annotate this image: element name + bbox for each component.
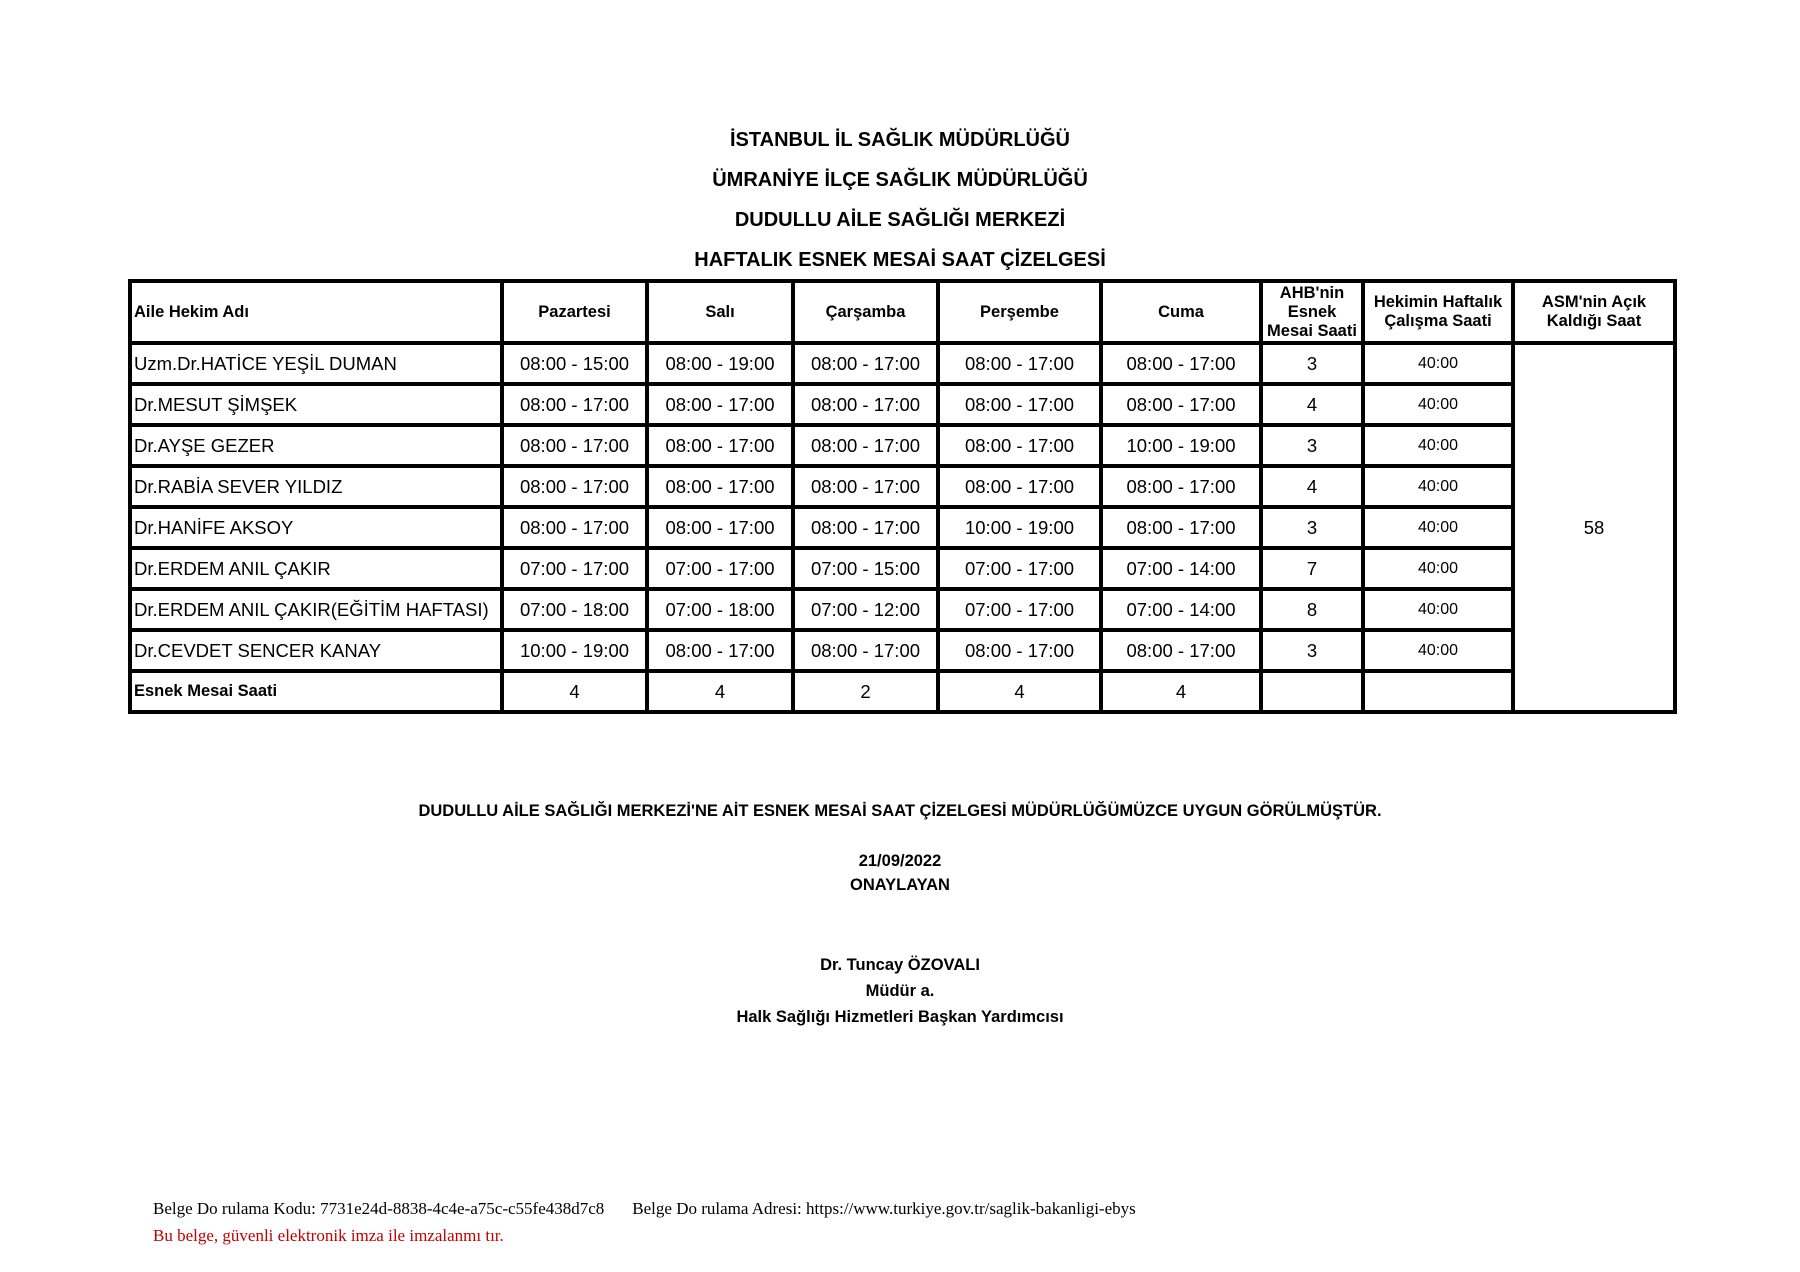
- monday-hours: 08:00 - 17:00: [502, 466, 647, 507]
- physician-name: Dr.AYŞE GEZER: [130, 425, 502, 466]
- table-row: [130, 507, 1675, 548]
- physician-name: Dr.ERDEM ANIL ÇAKIR(EĞİTİM HAFTASI): [130, 589, 502, 630]
- thursday-hours: 08:00 - 17:00: [938, 343, 1101, 384]
- monday-flex-total: 4: [502, 671, 647, 712]
- table-row: [130, 548, 1675, 589]
- thursday-hours: 08:00 - 17:00: [938, 384, 1101, 425]
- thursday-hours: 07:00 - 17:00: [938, 548, 1101, 589]
- col-header-weekly-hours: Hekimin Haftalık Çalışma Saati: [1363, 281, 1513, 343]
- wednesday-hours: 08:00 - 17:00: [793, 507, 938, 548]
- thursday-flex-total: 4: [938, 671, 1101, 712]
- thursday-hours: 08:00 - 17:00: [938, 630, 1101, 671]
- table-row: [130, 425, 1675, 466]
- table-row: [130, 343, 1675, 384]
- col-header-thursday: Perşembe: [938, 281, 1101, 343]
- physician-name: Dr.CEVDET SENCER KANAY: [130, 630, 502, 671]
- asm-open-hours: 58: [1513, 343, 1675, 712]
- thursday-hours: 07:00 - 17:00: [938, 589, 1101, 630]
- approval-statement: DUDULLU AİLE SAĞLIĞI MERKEZİ'NE AİT ESNEK MESAİ SAAT ÇİZELGESİ MÜDÜRLÜĞÜMÜZCE UYGUN GÖRÜLMÜŞTÜR.: [418, 802, 1382, 820]
- empty-cell: [1363, 671, 1513, 712]
- col-header-tuesday: Salı: [647, 281, 793, 343]
- tuesday-hours: 08:00 - 17:00: [647, 425, 793, 466]
- esign-note: Bu belge, güvenli elektronik imza ile imzalanmı tır.: [153, 1226, 504, 1245]
- flex-hours: 3: [1261, 507, 1363, 548]
- document-title: HAFTALIK ESNEK MESAİ SAAT ÇİZELGESİ: [694, 249, 1106, 271]
- weekly-hours: 40:00: [1363, 589, 1513, 630]
- signer-name: Dr. Tuncay ÖZOVALI: [820, 956, 980, 974]
- friday-hours: 08:00 - 17:00: [1101, 343, 1261, 384]
- col-header-physician: Aile Hekim Adı: [130, 281, 502, 343]
- monday-hours: 10:00 - 19:00: [502, 630, 647, 671]
- monday-hours: 08:00 - 17:00: [502, 507, 647, 548]
- tuesday-flex-total: 4: [647, 671, 793, 712]
- verification-code: Belge Do rulama Kodu: 7731e24d-8838-4c4e-a75c-c55fe438d7c8: [153, 1199, 605, 1218]
- table-summary-row: [130, 671, 1675, 712]
- flex-hours: 3: [1261, 425, 1363, 466]
- tuesday-hours: 08:00 - 17:00: [647, 384, 793, 425]
- table-row: [130, 466, 1675, 507]
- col-header-flex-hours: AHB'nin Esnek Mesai Saati: [1261, 281, 1363, 343]
- wednesday-hours: 08:00 - 17:00: [793, 343, 938, 384]
- wednesday-hours: 08:00 - 17:00: [793, 630, 938, 671]
- signer-position: Halk Sağlığı Hizmetleri Başkan Yardımcısı: [736, 1008, 1064, 1026]
- flex-hours: 4: [1261, 384, 1363, 425]
- approval-date: 21/09/2022: [858, 852, 942, 870]
- empty-cell: [1261, 671, 1363, 712]
- wednesday-hours: 08:00 - 17:00: [793, 425, 938, 466]
- weekly-hours: 40:00: [1363, 343, 1513, 384]
- col-header-friday: Cuma: [1101, 281, 1261, 343]
- thursday-hours: 08:00 - 17:00: [938, 425, 1101, 466]
- tuesday-hours: 08:00 - 17:00: [647, 507, 793, 548]
- schedule-table: [128, 279, 1677, 714]
- flex-hours: 3: [1261, 630, 1363, 671]
- weekly-hours: 40:00: [1363, 466, 1513, 507]
- monday-hours: 08:00 - 17:00: [502, 384, 647, 425]
- friday-hours: 10:00 - 19:00: [1101, 425, 1261, 466]
- col-header-monday: Pazartesi: [502, 281, 647, 343]
- tuesday-hours: 08:00 - 17:00: [647, 630, 793, 671]
- thursday-hours: 08:00 - 17:00: [938, 466, 1101, 507]
- tuesday-hours: 07:00 - 17:00: [647, 548, 793, 589]
- friday-hours: 08:00 - 17:00: [1101, 630, 1261, 671]
- thursday-hours: 10:00 - 19:00: [938, 507, 1101, 548]
- approved-by-label: ONAYLAYAN: [850, 876, 950, 894]
- physician-name: Dr.HANİFE AKSOY: [130, 507, 502, 548]
- weekly-hours: 40:00: [1363, 630, 1513, 671]
- monday-hours: 07:00 - 18:00: [502, 589, 647, 630]
- friday-hours: 08:00 - 17:00: [1101, 384, 1261, 425]
- wednesday-hours: 08:00 - 17:00: [793, 466, 938, 507]
- verification-line: [153, 1199, 1136, 1219]
- tuesday-hours: 08:00 - 17:00: [647, 466, 793, 507]
- wednesday-flex-total: 2: [793, 671, 938, 712]
- signer-title: Müdür a.: [865, 982, 935, 1000]
- friday-hours: 08:00 - 17:00: [1101, 507, 1261, 548]
- monday-hours: 08:00 - 15:00: [502, 343, 647, 384]
- physician-name: Dr.RABİA SEVER YILDIZ: [130, 466, 502, 507]
- friday-hours: 07:00 - 14:00: [1101, 589, 1261, 630]
- header-district-directorate: ÜMRANİYE İLÇE SAĞLIK MÜDÜRLÜĞÜ: [712, 169, 1088, 191]
- col-header-wednesday: Çarşamba: [793, 281, 938, 343]
- verification-address[interactable]: Belge Do rulama Adresi: https://www.turkiye.gov.tr/saglik-bakanligi-ebys: [632, 1199, 1136, 1218]
- col-header-asm-open-hours: ASM'nin Açık Kaldığı Saat: [1513, 281, 1675, 343]
- flex-hours-total-label: Esnek Mesai Saati: [130, 671, 502, 712]
- table-header-row: [130, 281, 1675, 343]
- monday-hours: 08:00 - 17:00: [502, 425, 647, 466]
- header-health-center: DUDULLU AİLE SAĞLIĞI MERKEZİ: [734, 209, 1066, 231]
- wednesday-hours: 07:00 - 15:00: [793, 548, 938, 589]
- tuesday-hours: 07:00 - 18:00: [647, 589, 793, 630]
- weekly-hours: 40:00: [1363, 507, 1513, 548]
- wednesday-hours: 07:00 - 12:00: [793, 589, 938, 630]
- weekly-hours: 40:00: [1363, 425, 1513, 466]
- flex-hours: 7: [1261, 548, 1363, 589]
- friday-flex-total: 4: [1101, 671, 1261, 712]
- wednesday-hours: 08:00 - 17:00: [793, 384, 938, 425]
- friday-hours: 07:00 - 14:00: [1101, 548, 1261, 589]
- monday-hours: 07:00 - 17:00: [502, 548, 647, 589]
- table-row: [130, 589, 1675, 630]
- weekly-hours: 40:00: [1363, 384, 1513, 425]
- tuesday-hours: 08:00 - 19:00: [647, 343, 793, 384]
- friday-hours: 08:00 - 17:00: [1101, 466, 1261, 507]
- table-row: [130, 630, 1675, 671]
- weekly-hours: 40:00: [1363, 548, 1513, 589]
- flex-hours: 8: [1261, 589, 1363, 630]
- physician-name: Dr.ERDEM ANIL ÇAKIR: [130, 548, 502, 589]
- header-province-directorate: İSTANBUL İL SAĞLIK MÜDÜRLÜĞÜ: [730, 129, 1070, 151]
- flex-hours: 3: [1261, 343, 1363, 384]
- physician-name: Dr.MESUT ŞİMŞEK: [130, 384, 502, 425]
- physician-name: Uzm.Dr.HATİCE YEŞİL DUMAN: [130, 343, 502, 384]
- table-row: [130, 384, 1675, 425]
- flex-hours: 4: [1261, 466, 1363, 507]
